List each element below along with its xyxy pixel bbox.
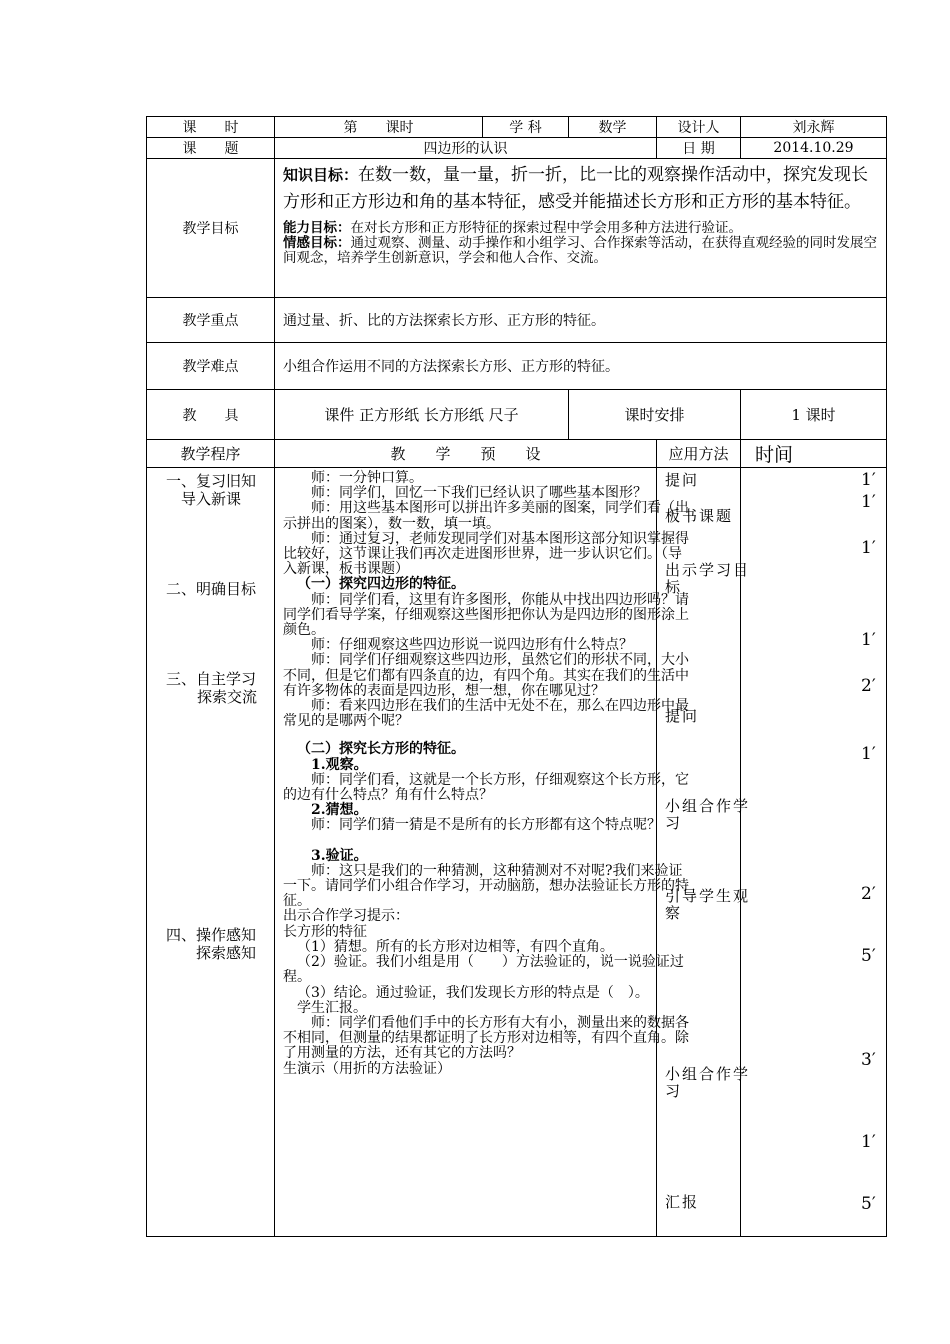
time-item: 1′	[861, 630, 876, 650]
emotion-text: 通过观察、测量、动手操作和小组学习、合作探索等活动，在获得直观经验的同时发展空间观念，培养学生创新意识，学会和他人合作、交流。	[283, 235, 877, 266]
content-line: 生演示（用折的方法验证）	[283, 1060, 451, 1077]
procedure-col-time: 时间	[741, 440, 887, 468]
content-line: 师：这只是我们的一种猜测，这种猜测对不对呢?我们来验证一下。请同学们小组合作学习，开动脑筋，想办法验证长方形的特征。	[283, 862, 689, 910]
content-line: 师：同学们猜一猜是不是所有的长方形都有这个特点呢？	[311, 817, 661, 834]
tools-row	[147, 390, 887, 440]
method-item: 汇报	[665, 1193, 700, 1211]
time-item: 1′	[861, 470, 876, 490]
stage-2: 二、明确目标	[165, 580, 256, 598]
content-line: 学生汇报。	[297, 999, 367, 1016]
sub-heading: 3.验证。	[311, 847, 368, 864]
tools-label: 教 具	[147, 390, 275, 440]
time-item: 1′	[861, 1132, 876, 1152]
methods-cell	[657, 468, 751, 1237]
time-item: 5′	[861, 946, 876, 966]
content-line: 师：同学们仔细观察这些四边形，虽然它们的形状不同，大小不同，但是它们都有四条直的边，有四个角。其实在我们的生活中有许多物体的表面是四边形，想一想，你在哪见过？	[283, 652, 689, 699]
time-item: 1′	[861, 538, 876, 558]
topic-value: 四边形的认识	[275, 138, 657, 159]
emotion-objective	[283, 236, 880, 266]
content-line: 师：同学们看，这里有许多图形，你能从中找出四边形吗？请同学们看导学案，仔细观察这些图形把你认为是四边形的图形涂上颜色。	[283, 591, 689, 639]
procedure-col-stage: 教学程序	[147, 440, 275, 468]
content-line: 师：看来四边形在我们的生活中无处不在，那么在四边形中最常见的是哪两个呢？	[283, 698, 689, 730]
content-line: 师：通过复习，老师发现同学们对基本图形这部分知识掌握得比较好，这节课让我们再次走进图形世界，进一步认识它们。（导入新课，板书课题）	[283, 530, 689, 578]
topic-label: 课 题	[147, 138, 275, 159]
difficulty-text: 小组合作运用不同的方法探索长方形、正方形的特征。	[275, 343, 887, 390]
tools-text: 课件 正方形纸 长方形纸 尺子	[275, 390, 569, 440]
key-point-label: 教学重点	[147, 298, 275, 343]
designer-label: 设计人	[657, 117, 741, 138]
lesson-label: 课 时	[147, 117, 275, 138]
designer-value: 刘永辉	[741, 117, 887, 138]
key-point-text: 通过量、折、比的方法探索长方形、正方形的特征。	[275, 298, 887, 343]
content-line: 师：一分钟口算。	[311, 470, 423, 486]
difficulty-label: 教学难点	[147, 343, 275, 390]
time-item: 3′	[861, 1050, 876, 1070]
subject-value: 数学	[569, 117, 657, 138]
knowledge-text: 在数一数，量一量，折一折，比一比的观察操作活动中，探究发现长方形和正方形边和角的基本特征，感受并能描述长方形和正方形的基本特征。	[283, 165, 869, 212]
method-item: 小组合作学习	[665, 1065, 751, 1100]
procedure-col-content: 教 学 预 设	[275, 440, 657, 468]
times-cell	[741, 468, 887, 1237]
schedule-value: 1 课时	[741, 390, 887, 440]
objectives-label: 教学目标	[147, 159, 275, 298]
time-item: 2′	[861, 676, 876, 696]
stage-4: 四、操作感知 探索感知	[165, 926, 256, 962]
lesson-plan-sheet	[146, 116, 886, 1237]
content-line: 长方形的特征	[283, 923, 367, 940]
procedure-row	[147, 468, 887, 1237]
content-line: 师：同学们看，这就是一个长方形，仔细观察这个长方形，它的边有什么特点？角有什么特点？	[283, 771, 689, 804]
stages-cell	[147, 468, 275, 1237]
emotion-title: 情感目标：	[283, 235, 351, 251]
section-heading: （二）探究长方形的特征。	[297, 741, 465, 758]
ability-title: 能力目标：	[283, 220, 351, 236]
procedure-col-method: 应用方法	[657, 440, 741, 468]
ability-objective	[283, 221, 880, 236]
schedule-label: 课时安排	[569, 390, 741, 440]
knowledge-objective	[283, 162, 880, 216]
sub-heading: 2.猜想。	[311, 802, 368, 819]
header-row-1	[147, 117, 887, 138]
content-line: 师：同学们，回忆一下我们已经认识了哪些基本图形？	[311, 485, 647, 502]
stage-1: 一、复习旧知 导入新课	[165, 472, 256, 508]
date-label: 日 期	[657, 138, 741, 159]
content-line: 师：用这些基本图形可以拼出许多美丽的图案，同学们看（出示拼出的图案），数一数，填一填。	[283, 500, 689, 532]
content-line: （1）猜想。所有的长方形对边相等，有四个直角。	[297, 938, 614, 955]
section-heading: （一）探究四边形的特征。	[297, 576, 465, 593]
content-line: 出示合作学习提示：	[283, 908, 409, 925]
time-item: 5′	[861, 1194, 876, 1214]
content-body	[283, 471, 691, 1077]
header-row-2	[147, 138, 887, 159]
objectives-content	[275, 159, 887, 298]
method-item: 出示学习目标	[665, 561, 751, 596]
method-item: 引导学生观察	[665, 887, 751, 922]
subject-label: 学 科	[483, 117, 569, 138]
time-item: 2′	[861, 884, 876, 904]
content-line: （2）验证。我们小组是用（ ）方法验证的，说一说验证过程。	[283, 954, 684, 986]
content-line: （3）结论。通过验证，我们发现长方形的特点是（ ）。	[297, 984, 649, 1001]
content-line: 师：同学们看他们手中的长方形有大有小，测量出来的数据各不相同，但测量的结果都证明了长方形对边相等，有四个直角。除了用测量的方法，还有其它的方法吗？	[283, 1014, 689, 1062]
sub-heading: 1.观察。	[311, 756, 368, 773]
content-line: 师：仔细观察这些四边形说一说四边形有什么特点？	[311, 637, 633, 654]
lesson-value: 第 课时	[275, 117, 483, 138]
ability-text: 在对长方形和正方形特征的探索过程中学会用多种方法进行验证。	[350, 220, 742, 236]
method-item: 小组合作学习	[665, 797, 751, 832]
procedure-header-row	[147, 440, 887, 468]
method-item: 提问	[665, 471, 700, 489]
date-value: 2014.10.29	[741, 138, 887, 159]
time-item: 1′	[861, 744, 876, 764]
time-item: 1′	[861, 492, 876, 512]
lesson-plan-table	[146, 116, 887, 1237]
key-point-row	[147, 298, 887, 343]
difficulty-row	[147, 343, 887, 390]
method-item: 提问	[665, 707, 700, 725]
knowledge-title: 知识目标：	[283, 166, 359, 184]
method-item: 板书课题	[665, 507, 734, 525]
objectives-row	[147, 159, 887, 298]
stage-3: 三、自主学习 探索交流	[165, 670, 257, 706]
